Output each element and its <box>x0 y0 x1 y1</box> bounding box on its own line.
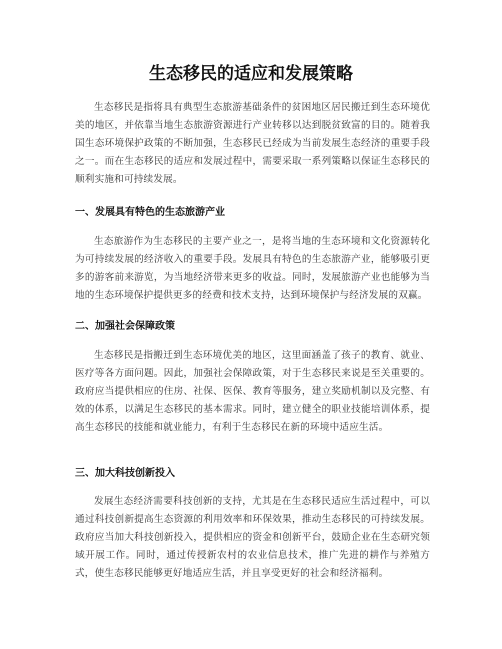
section-body-1: 生态旅游作为生态移民的主要产业之一，是将当地的生态环境和文化资源转化为可持续发展的经济收入的重要手段。发展具有特色的生态旅游产业，能够吸引更多的游客前来游览，为当地经济带来更多的收益。同时，发展旅游产业也能够为当地的生态环境保护提供更多的经费和技术支持，达到环境保护与经济发展的双赢。 <box>75 236 430 301</box>
section-heading-2: 二、加强社会保障政策 <box>75 321 175 332</box>
section-heading-3: 三、加大科技创新投入 <box>75 468 175 479</box>
section-body-2: 生态移民是指搬迁到生态环境优美的地区，这里面涵盖了孩子的教育、就业、医疗等各方面问题。因此，加强社会保障政策，对于生态移民来说是至关重要的。政府应当提供相应的住房、社保、医保、教育等服务，建立奖励机制以及完整、有效的体系，以满足生态移民的基本需求。同时，建立健全的职业技能培训体系，提高生态移民的技能和就业能力，有利于生态移民在新的环境中适应生活。 <box>75 350 430 433</box>
section-heading-1: 一、发展具有特色的生态旅游产业 <box>75 207 225 218</box>
document-title: 生态移民的适应和发展策略 <box>149 64 353 84</box>
section-body-3: 发展生态经济需要科技创新的支持，尤其是在生态移民适应生活过程中，可以通过科技创新提高生态资源的利用效率和环保效果，推动生态移民的可持续发展。政府应当加大科技创新投入，提供相应的资金和创新平台，鼓励企业在生态研究领域开展工作。同时，通过传授新农村的农业信息技术，推广先进的耕作与养殖方式，使生态移民能够更好地适应生活，并且享受更好的社会和经济福利。 <box>75 496 430 579</box>
intro-paragraph: 生态移民是指将具有典型生态旅游基础条件的贫困地区居民搬迁到生态环境优美的地区，并依靠当地生态旅游资源进行产业转移以达到脱贫致富的目的。随着我国生态环境保护政策的不断加强，生态移民已经成为当前发展生态经济的重要手段之一。而在生态移民的适应和发展过程中，需要采取一系列策略以保证生态移民的顺利实施和可持续发展。 <box>75 102 430 185</box>
